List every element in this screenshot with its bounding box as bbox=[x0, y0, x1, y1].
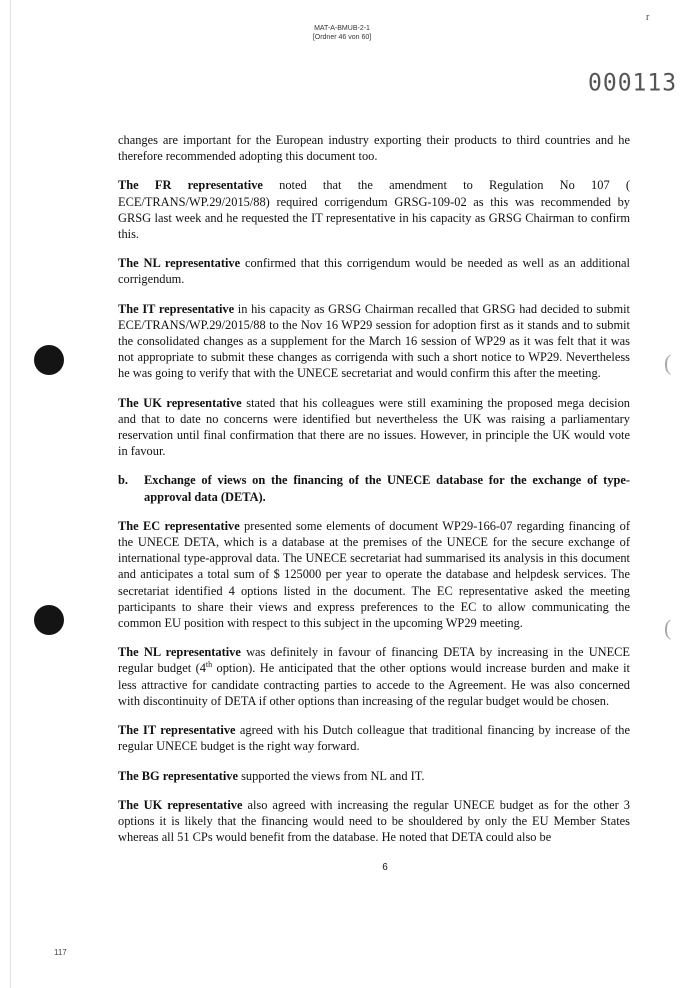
paragraph bbox=[118, 644, 630, 709]
paragraph bbox=[118, 177, 630, 242]
scan-bracket-mark: ( bbox=[664, 615, 672, 640]
paragraph-text: in his capacity as GRSG Chairman recalled that GRSG had decided to submit ECE/TRANS/WP.29/2015/88 to the Nov 16 WP29 session for adoption first as it stands and to submit the consolidated changes as a supplement for the March 16 session of WP29 as it was felt that it was not appropriate to submit these changes as corrigenda with such a short notice to WP29. Nevertheless he was going to verify that with the UNECE secretariat and would confirm this after the meeting. bbox=[118, 301, 630, 381]
corner-mark: r bbox=[646, 12, 650, 23]
speaker: The UK representative bbox=[118, 797, 243, 812]
paragraph-text: supported the views from NL and IT. bbox=[238, 768, 425, 783]
paragraph-text: option). He anticipated that the other options would increase burden and make it less attractive for candidate contracting parties to accede to the Agreement. He was also concerned with discontinuity of DETA if other options than increasing of the regular budget would be chosen. bbox=[118, 661, 630, 708]
page-number: 6 bbox=[382, 862, 388, 873]
document-body bbox=[118, 132, 630, 858]
speaker: The BG representative bbox=[118, 768, 238, 783]
speaker: The NL representative bbox=[118, 645, 241, 660]
header-folder-ref: [Ordner 46 von 60] bbox=[312, 34, 372, 41]
scan-bracket-mark: ( bbox=[664, 350, 672, 375]
paragraph bbox=[118, 132, 630, 164]
page-number-stamp: 000113 bbox=[588, 69, 678, 97]
paragraph bbox=[118, 797, 630, 846]
punch-hole bbox=[34, 605, 64, 635]
paragraph bbox=[118, 301, 630, 382]
paragraph-text: presented some elements of document WP29-166-07 regarding financing of the UNECE DETA, which is a database at the premises of the UNECE for the secure exchange of international type-approval data. The UNECE secretariat had summarised its analysis in this document and anticipates a total sum of $ 125000 per year to operate the database and helpdesk services. The secretariat identified 4 options listed in the document. The EC representative asked the meeting participants to share their views and express preferences to the EC to allow communicating the common EU position with respect to this subject in the upcoming WP29 meeting. bbox=[118, 518, 630, 631]
section-heading bbox=[118, 472, 630, 504]
scan-edge-line bbox=[10, 0, 11, 988]
superscript: th bbox=[205, 660, 213, 670]
header-file-id: MAT-A-BMUB-2-1 bbox=[314, 25, 370, 32]
paragraph-text: confirmed that this corrigendum would be needed as well as an additional corrigendum. bbox=[118, 256, 630, 287]
paragraph bbox=[118, 255, 630, 287]
speaker: The EC representative bbox=[118, 518, 240, 533]
paragraph-text: agreed with his Dutch colleague that traditional financing by increase of the regular UNECE budget is the right way forward. bbox=[118, 723, 631, 754]
speaker: The IT representative bbox=[118, 723, 236, 738]
speaker: The UK representative bbox=[118, 395, 242, 410]
paragraph bbox=[118, 722, 630, 754]
speaker: The FR representative bbox=[118, 178, 263, 193]
document-header bbox=[262, 24, 422, 42]
paragraph-text: noted that the amendment to Regulation No 107 ( ECE/TRANS/WP.29/2015/88) required corrigendum GRSG-109-02 as this was recommended by GRSG last week and he requested the IT representative in his capacity as GRSG Chairman to confirm this. bbox=[118, 178, 631, 242]
speaker: The IT representative bbox=[118, 301, 235, 316]
folio-number: 117 bbox=[54, 948, 67, 957]
paragraph bbox=[118, 395, 630, 460]
speaker: The NL representative bbox=[118, 256, 241, 271]
paragraph bbox=[118, 518, 630, 631]
section-title: Exchange of views on the financing of the UNECE database for the exchange of type-approval data (DETA). bbox=[144, 473, 630, 504]
paragraph-text: changes are important for the European industry exporting their products to third countries and he therefore recommended adopting this document too. bbox=[118, 133, 630, 164]
paragraph bbox=[118, 768, 630, 784]
paragraph-text: stated that his colleagues were still examining the proposed mega decision and that to date no concerns were identified but nevertheless the UK was raising a parliamentary reservation until final confirmation that there are no issues. However, in principle the UK would vote in favour. bbox=[118, 395, 630, 459]
paragraph-text: was definitely in favour of financing DETA by increasing in the UNECE regular budget (4 bbox=[118, 645, 631, 676]
section-letter: b. bbox=[118, 473, 128, 488]
punch-hole bbox=[34, 345, 64, 375]
paragraph-text: also agreed with increasing the regular UNECE budget as for the other 3 options it is likely that the financing would need to be shouldered by only the EU Member States whereas all 51 CPs would benefit from the database. He noted that DETA could also be bbox=[118, 797, 630, 845]
